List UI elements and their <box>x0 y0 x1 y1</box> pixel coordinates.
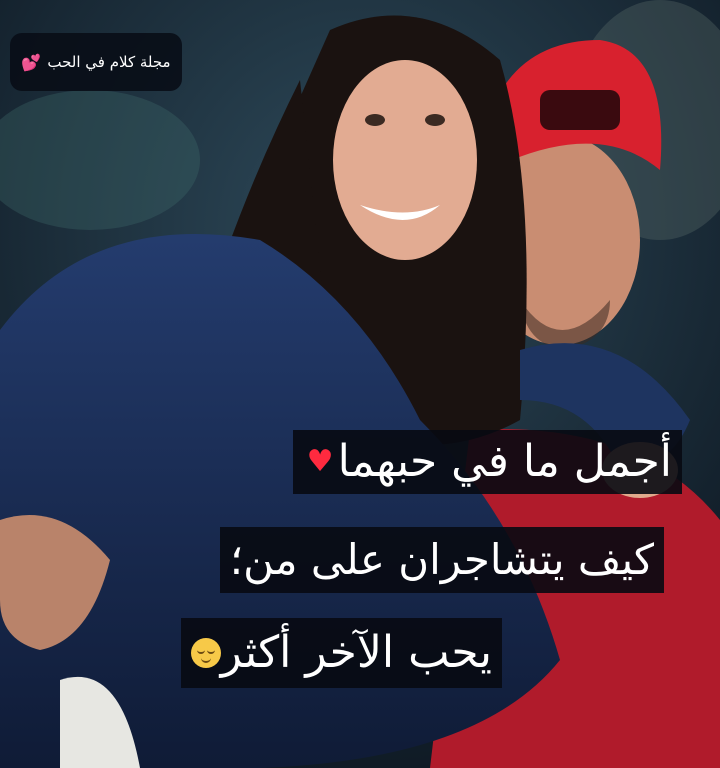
quote-line-3 <box>181 618 502 688</box>
quote-line-1-text: أجمل ما في حبهما <box>337 436 672 487</box>
quote-line-2 <box>220 527 664 593</box>
relieved-face-icon <box>191 638 221 668</box>
sparkling-heart-icon: 💕 <box>21 52 42 72</box>
heart-icon: ♥ <box>306 444 334 479</box>
badge-text: مجلة كلام في الحب <box>47 53 171 71</box>
quote-line-3-text: يحب الآخر أكثر <box>220 627 492 678</box>
quote-line-1 <box>293 430 682 494</box>
quote-line-2-text: كيف يتشاجران على من؛ <box>229 535 654 584</box>
magazine-badge <box>10 33 182 91</box>
